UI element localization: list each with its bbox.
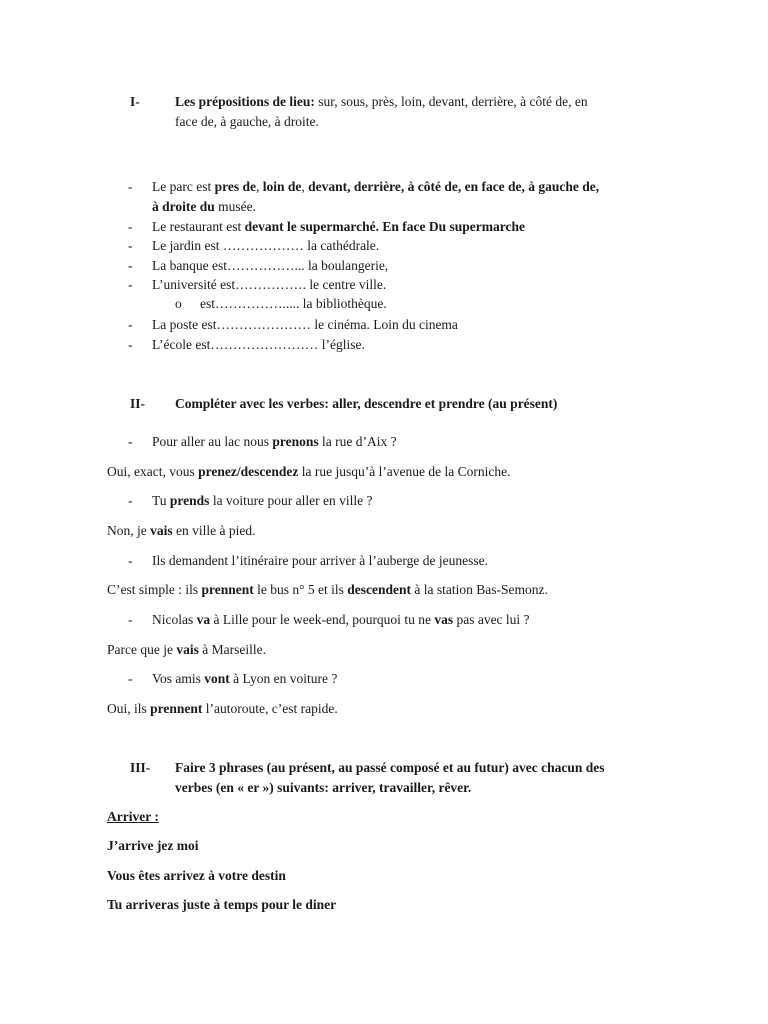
bullet-banque: La banque est……………... la boulangerie, bbox=[152, 258, 389, 273]
answer: va bbox=[196, 612, 211, 627]
text: l’autoroute, c’est rapide. bbox=[202, 701, 338, 716]
section-1-number: I- bbox=[130, 94, 140, 109]
question-2 bbox=[152, 492, 373, 510]
answer: prenez/descendez bbox=[198, 464, 299, 479]
text: la rue d’Aix ? bbox=[318, 434, 397, 449]
answer-2 bbox=[107, 522, 256, 540]
answer: devant le supermarché. En face Du supermarche bbox=[244, 219, 525, 234]
answer: prennent bbox=[201, 582, 254, 597]
bullet-restaurant bbox=[152, 218, 525, 236]
sub-bullet-bibliotheque: est……………..... la bibliothèque. bbox=[200, 296, 387, 311]
bullet-dash: - bbox=[128, 179, 133, 194]
section-2-number: II- bbox=[130, 396, 146, 411]
sentence-futur bbox=[107, 896, 336, 914]
text: à Marseille. bbox=[198, 642, 266, 657]
text: Tu bbox=[152, 493, 170, 508]
section-2-title: Compléter avec les verbes: aller, descendre et prendre (au présent) bbox=[175, 396, 558, 411]
section-1-list: sur, sous, près, loin, devant, derrière, à côté de, en bbox=[314, 94, 588, 109]
answer-1 bbox=[107, 463, 511, 481]
bullet-dash: - bbox=[128, 434, 133, 449]
bullet-dash: - bbox=[128, 258, 133, 273]
question-1 bbox=[152, 433, 397, 451]
text: C’est simple : ils bbox=[107, 582, 202, 597]
bullet-dash: - bbox=[128, 277, 133, 292]
answer-3 bbox=[107, 581, 548, 599]
answer: descendent bbox=[347, 582, 412, 597]
text: la voiture pour aller en ville ? bbox=[209, 493, 373, 508]
bullet-dash: - bbox=[128, 238, 133, 253]
section-3-number: III- bbox=[130, 760, 151, 775]
text: Pour aller au lac nous bbox=[152, 434, 273, 449]
bullet-dash: - bbox=[128, 612, 133, 627]
text: la rue jusqu’à l’avenue de la Corniche. bbox=[298, 464, 511, 479]
bullet-jardin: Le jardin est ……………… la cathédrale. bbox=[152, 238, 380, 253]
text: , bbox=[255, 179, 263, 194]
text: en ville à pied. bbox=[172, 523, 256, 538]
bullet-dash: - bbox=[128, 337, 133, 352]
answer: vais bbox=[176, 642, 199, 657]
text: le bus n° 5 et ils bbox=[253, 582, 348, 597]
bullet-dash: - bbox=[128, 671, 133, 686]
bullet-dash: - bbox=[128, 553, 133, 568]
answer: vais bbox=[150, 523, 173, 538]
sentence-passe-compose bbox=[107, 867, 286, 885]
verb-heading-arriver bbox=[107, 808, 159, 826]
text: à Lille pour le week-end, pourquoi tu ne bbox=[210, 612, 435, 627]
text: Nicolas bbox=[152, 612, 197, 627]
answer: vont bbox=[204, 671, 230, 686]
text: Vos amis bbox=[152, 671, 205, 686]
bullet-dash: - bbox=[128, 219, 133, 234]
sentence-text: Tu arriveras juste à temps pour le diner bbox=[107, 897, 337, 912]
sentence-present bbox=[107, 837, 198, 855]
heading-text: Arriver : bbox=[107, 809, 159, 824]
text: à la station Bas-Semonz. bbox=[411, 582, 548, 597]
answer: prenons bbox=[272, 434, 319, 449]
text: , bbox=[301, 179, 309, 194]
question-4 bbox=[152, 611, 530, 629]
answer: devant, derrière, à côté de, en face de, à gauche de, bbox=[308, 179, 600, 194]
answer: prennent bbox=[150, 701, 203, 716]
bullet-parc-cont bbox=[152, 198, 256, 216]
answer: à droite du bbox=[152, 199, 215, 214]
bullet-ecole: L’école est…………………… l’église. bbox=[152, 337, 365, 352]
bullet-universite: L’université est……………. le centre ville. bbox=[152, 277, 387, 292]
question-3: Ils demandent l’itinéraire pour arriver à l’auberge de jeunesse. bbox=[152, 553, 488, 568]
text: Oui, ils bbox=[107, 701, 151, 716]
text: Non, je bbox=[107, 523, 151, 538]
section-1-heading bbox=[175, 93, 588, 111]
bullet-parc bbox=[152, 178, 599, 196]
text: à Lyon en voiture ? bbox=[229, 671, 338, 686]
section-1-title: Les prépositions de lieu: bbox=[175, 94, 315, 109]
text: Oui, exact, vous bbox=[107, 464, 199, 479]
sentence-text: Vous êtes arrivez à votre destin bbox=[107, 868, 286, 883]
answer: prends bbox=[169, 493, 210, 508]
text: pas avec lui ? bbox=[453, 612, 530, 627]
section-3-title: Faire 3 phrases (au présent, au passé composé et au futur) avec chacun des bbox=[175, 760, 605, 775]
answer: loin de bbox=[262, 179, 302, 194]
text: musée. bbox=[214, 199, 257, 214]
answer: pres de bbox=[214, 179, 256, 194]
answer-4 bbox=[107, 641, 266, 659]
sub-bullet-marker: o bbox=[175, 296, 182, 311]
bullet-dash: - bbox=[128, 493, 133, 508]
text: Le restaurant est bbox=[152, 219, 245, 234]
question-5 bbox=[152, 670, 337, 688]
bullet-dash: - bbox=[128, 317, 133, 332]
text: Le parc est bbox=[152, 179, 215, 194]
text: Parce que je bbox=[107, 642, 177, 657]
section-1-list-cont: face de, à gauche, à droite. bbox=[175, 114, 319, 129]
answer: vas bbox=[434, 612, 454, 627]
answer-5 bbox=[107, 700, 338, 718]
sentence-text: J’arrive jez moi bbox=[107, 838, 199, 853]
bullet-poste: La poste est………………… le cinéma. Loin du cinema bbox=[152, 317, 458, 332]
section-3-title-cont: verbes (en « er ») suivants: arriver, travailler, rêver. bbox=[175, 780, 472, 795]
